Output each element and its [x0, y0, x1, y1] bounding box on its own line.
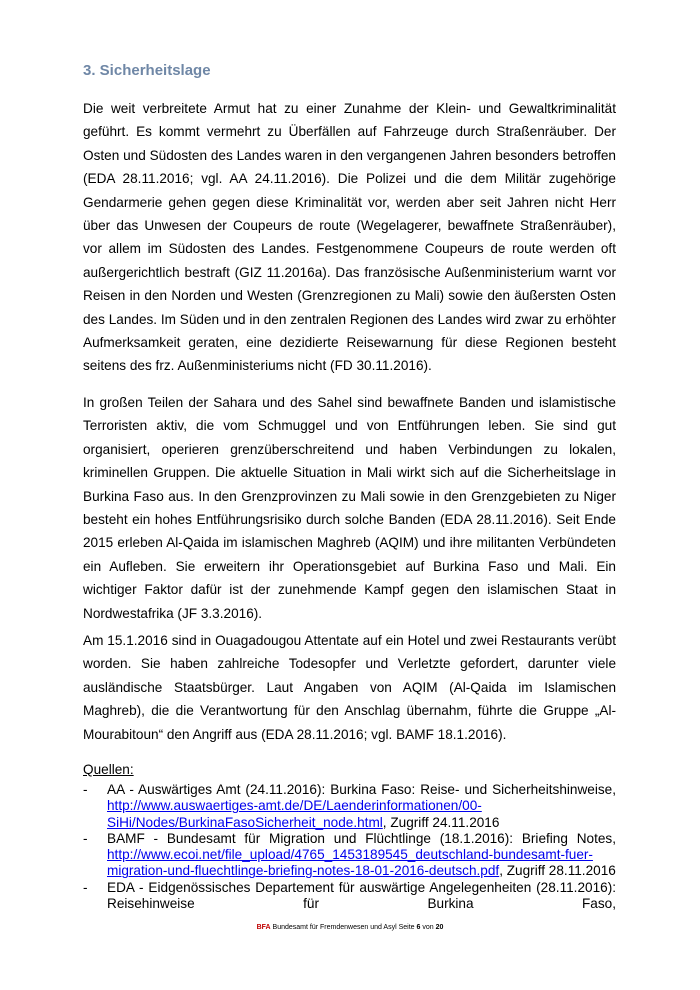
source-access-date: , Zugriff 24.11.2016	[382, 814, 500, 830]
footer-org: Bundesamt für Fremdenwesen und Asyl Seite	[270, 924, 417, 931]
list-bullet: -	[83, 879, 88, 895]
page-number: 6	[416, 924, 421, 931]
source-text	[107, 831, 616, 880]
source-citation: BAMF - Bundesamt für Migration und Flüchtlinge (18.1.2016): Briefing Notes,	[107, 830, 616, 846]
source-link[interactable]: http://www.auswaertiges-amt.de/DE/Laenderinformationen/00-SiHi/Nodes/BurkinaFasoSicherheit_node.html	[107, 798, 482, 830]
section-heading: 3. Sicherheitslage	[83, 62, 211, 79]
sources-title: Quellen:	[83, 762, 134, 777]
page-total: 20	[435, 924, 444, 931]
source-link[interactable]: http://www.ecoi.net/file_upload/4765_1453189545_deutschland-bundesamt-fuer-migration-und-fluechtlinge-briefing-notes-18-01-2016-deutsch.pdf	[107, 847, 593, 879]
source-text	[107, 782, 616, 831]
source-citation: AA - Auswärtiges Amt (24.11.2016): Burkina Faso: Reise- und Sicherheitshinweise,	[107, 782, 616, 797]
source-text	[107, 880, 616, 913]
page-footer	[0, 924, 700, 931]
list-bullet: -	[83, 782, 88, 797]
sources-list	[83, 782, 616, 912]
paragraph-terrorism: In großen Teilen der Sahara und des Sahel sind bewaffnete Banden und islamistische Terroristen aktiv, die vom Schmuggel und von Entführungen leben. Sie sind gut organisiert, operieren grenzüberschreitend und haben Verbindungen zu lokalen, kriminellen Gruppen. Die aktuelle Situation in Mali wirkt sich auf die Sicherheitslage in Burkina Faso aus. In den Grenzprovinzen zu Mali sowie in den Grenzgebieten zu Niger besteht ein hohes Entführungsrisiko durch solche Banden (EDA 28.11.2016). Seit Ende 2015 erleben Al-Qaida im islamischen Maghreb (AQIM) und ihre militanten Verbündeten ein Aufleben. Sie erweitern ihr Operationsgebiet auf Burkina Faso und Mali. Ein wichtiger Faktor dafür ist der zunehmende Kampf gegen den islamischen Staat in Nordwestafrika (JF 3.3.2016).	[83, 395, 616, 621]
paragraph-crime: Die weit verbreitete Armut hat zu einer Zunahme der Klein- und Gewaltkriminalität geführt. Es kommt vermehrt zu Überfällen auf Fahrzeuge durch Straßenräuber. Der Osten und Südosten des Landes waren in den vergangenen Jahren besonders betroffen (EDA 28.11.2016; vgl. AA 24.11.2016). Die Polizei und die dem Militär zugehörige Gendarmerie gehen gegen diese Kriminalität vor, werden aber seit Jahren nicht Herr über das Unwesen der Coupeurs de route (Wegelagerer, bewaffnete Straßenräuber), vor allem im Südosten des Landes. Festgenommene Coupeurs de route werden oft außergerichtlich bestraft (GIZ 11.2016a). Das französische Außenministerium warnt vor Reisen in den Norden und Westen (Grenzregionen zu Mali) sowie den äußersten Osten des Landes. Im Süden und in den zentralen Regionen des Landes wird zwar zu erhöhter Aufmerksamkeit geraten, eine dezidierte Reisewarnung für diese Regionen besteht seitens des frz. Außenministeriums nicht (FD 30.11.2016).	[83, 101, 616, 374]
brand-logo: BFA	[256, 924, 271, 931]
source-item-eda	[83, 880, 616, 913]
list-bullet: -	[83, 830, 88, 846]
source-item-bamf	[83, 831, 616, 880]
source-access-date: , Zugriff 28.11.2016	[499, 863, 616, 879]
paragraph-attacks: Am 15.1.2016 sind in Ouagadougou Attentate auf ein Hotel und zwei Restaurants verübt worden. Sie haben zahlreiche Todesopfer und Verletzte gefordert, darunter viele ausländische Staatsbürger. Laut Angaben von AQIM (Al-Qaida im Islamischen Maghreb), die die Verantwortung für den Anschlag übernahm, führte die Gruppe „Al-Mourabitoun“ den Angriff aus (EDA 28.11.2016; vgl. BAMF 18.1.2016).	[83, 633, 616, 742]
footer-of: von	[420, 924, 436, 931]
source-item-aa	[83, 782, 616, 831]
source-citation: EDA - Eidgenössisches Departement für auswärtige Angelegenheiten (28.11.2016): Reisehinweise für Burkina Faso,	[107, 879, 616, 912]
